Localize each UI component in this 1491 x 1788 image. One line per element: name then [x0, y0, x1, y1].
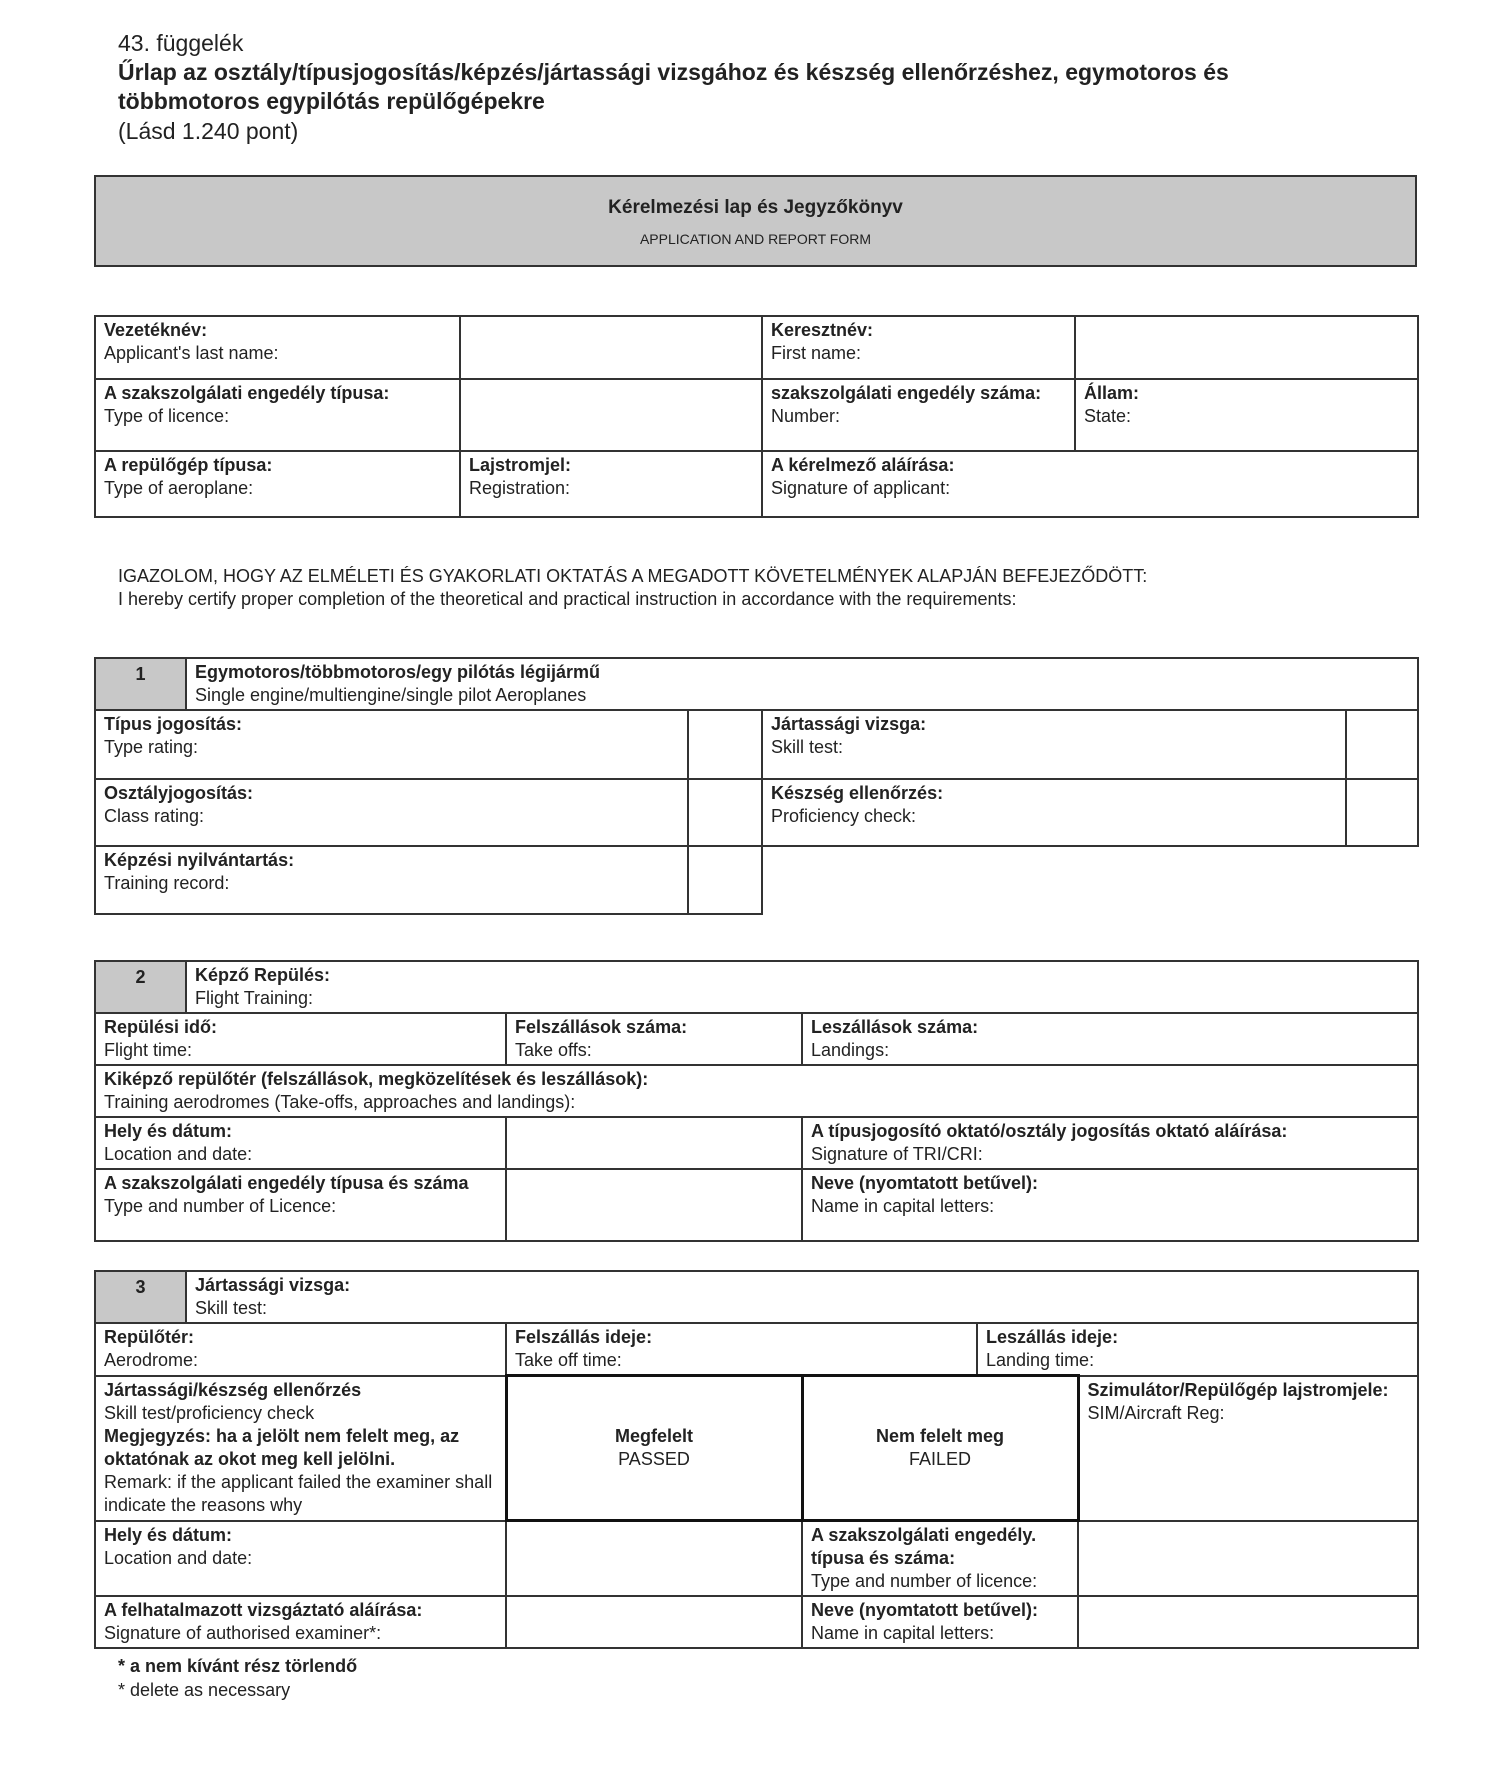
- takeoffs-field[interactable]: Felszállások száma: Take offs:: [506, 1013, 802, 1065]
- licence-field[interactable]: [506, 1169, 802, 1241]
- registration-field[interactable]: Lajstromjel: Registration:: [460, 451, 762, 517]
- passed-option[interactable]: Megfelelt PASSED: [506, 1376, 802, 1521]
- section-1-table: [94, 657, 1419, 915]
- footnote-hu: * a nem kívánt rész törlendő: [118, 1656, 358, 1676]
- exam-location-date-label: Hely és dátum: Location and date:: [95, 1521, 506, 1597]
- proficiency-check-label: Készség ellenőrzés: Proficiency check:: [762, 779, 1346, 846]
- class-rating-checkbox[interactable]: [688, 779, 762, 846]
- examiner-licence-label: A szakszolgálati engedély. típusa és száma: Type and number of licence:: [802, 1521, 1078, 1597]
- banner-title-en: APPLICATION AND REPORT FORM: [639, 231, 872, 247]
- aeroplane-type-field[interactable]: A repülőgép típusa: Type of aeroplane:: [95, 451, 460, 517]
- location-date-field[interactable]: [506, 1117, 802, 1169]
- examiner-name-label: Neve (nyomtatott betűvel): Name in capital letters:: [802, 1596, 1078, 1648]
- certification-statement: [118, 565, 1147, 611]
- aerodrome-field[interactable]: Repülőtér: Aerodrome:: [95, 1323, 506, 1376]
- training-record-label: Képzési nyilvántartás: Training record:: [95, 846, 688, 914]
- form-title: Űrlap az osztály/típusjogosítás/képzés/jártassági vizsgához és készség ellenőrzéshez, egymotoros és többmotoros egypilótás repülőgépekre: [118, 59, 1229, 114]
- skill-test-checkbox[interactable]: [1346, 710, 1418, 779]
- examiner-signature-field[interactable]: [506, 1596, 802, 1648]
- exam-location-date-field[interactable]: [506, 1521, 802, 1597]
- landings-field[interactable]: Leszállások száma: Landings:: [802, 1013, 1418, 1065]
- appendix-number: 43. függelék: [118, 30, 244, 56]
- last-name-label: Vezetéknév: Applicant's last name:: [95, 316, 460, 379]
- empty-cell: [762, 846, 1418, 914]
- section-1-title: Egymotoros/többmotoros/egy pilótás légijármű Single engine/multiengine/single pilot Aeroplanes: [186, 658, 1418, 710]
- type-rating-checkbox[interactable]: [688, 710, 762, 779]
- section-3-title: Jártassági vizsga: Skill test:: [186, 1271, 1418, 1323]
- licence-number-label: szakszolgálati engedély száma: Number:: [762, 379, 1075, 451]
- training-aerodromes-field[interactable]: Kiképző repülőtér (felszállások, megközelítések és leszállások): Training aerodromes (Take-offs, approaches and landings):: [95, 1065, 1418, 1117]
- first-name-label: Keresztnév: First name:: [762, 316, 1075, 379]
- licence-label: A szakszolgálati engedély típusa és száma Type and number of Licence:: [95, 1169, 506, 1241]
- failed-option[interactable]: Nem felelt meg FAILED: [802, 1376, 1078, 1521]
- proficiency-check-checkbox[interactable]: [1346, 779, 1418, 846]
- tri-cri-signature-field[interactable]: A típusjogosító oktató/osztály jogosítás oktató aláírása: Signature of TRI/CRI:: [802, 1117, 1418, 1169]
- first-name-field[interactable]: [1075, 316, 1418, 379]
- certification-en: I hereby certify proper completion of the theoretical and practical instruction in accordance with the requirements:: [118, 589, 1017, 609]
- banner-title-hu: Kérelmezési lap és Jegyzőkönyv: [608, 197, 903, 218]
- section-2-table: [94, 960, 1419, 1242]
- footnote-en: * delete as necessary: [118, 1680, 291, 1700]
- examiner-signature-label: A felhatalmazott vizsgáztató aláírása: Signature of authorised examiner*:: [95, 1596, 506, 1648]
- check-remark-label: Jártassági/készség ellenőrzés Skill test/proficiency check Megjegyzés: ha a jelölt nem felelt meg, az oktatónak az okot meg kell jelölni. Remark: if the applicant failed the examiner shall indicate the reasons why: [95, 1376, 506, 1521]
- flight-time-field[interactable]: Repülési idő: Flight time:: [95, 1013, 506, 1065]
- training-record-checkbox[interactable]: [688, 846, 762, 914]
- takeoff-time-field[interactable]: Felszállás ideje: Take off time:: [506, 1323, 977, 1376]
- licence-type-field[interactable]: [460, 379, 762, 451]
- section-2-title: Képző Repülés: Flight Training:: [186, 961, 1418, 1013]
- applicant-table: [94, 315, 1419, 518]
- section-3-table: [94, 1270, 1419, 1649]
- state-field[interactable]: Állam: State:: [1075, 379, 1418, 451]
- location-date-label: Hely és dátum: Location and date:: [95, 1117, 506, 1169]
- section-2-number: 2: [95, 961, 186, 1013]
- section-1-number: 1: [95, 658, 186, 710]
- class-rating-label: Osztályjogosítás: Class rating:: [95, 779, 688, 846]
- type-rating-label: Típus jogosítás: Type rating:: [95, 710, 688, 779]
- certification-hu: IGAZOLOM, HOGY AZ ELMÉLETI ÉS GYAKORLATI OKTATÁS A MEGADOTT KÖVETELMÉNYEK ALAPJÁN BEFEJEZŐDÖTT:: [118, 566, 1148, 586]
- applicant-signature-field[interactable]: A kérelmező aláírása: Signature of applicant:: [762, 451, 1418, 517]
- skill-test-label: Jártassági vizsga: Skill test:: [762, 710, 1346, 779]
- examiner-name-field[interactable]: [1078, 1596, 1418, 1648]
- landing-time-field[interactable]: Leszállás ideje: Landing time:: [977, 1323, 1418, 1376]
- form-banner: [94, 175, 1417, 267]
- reference-note: (Lásd 1.240 pont): [118, 118, 299, 144]
- instructor-name-field[interactable]: Neve (nyomtatott betűvel): Name in capital letters:: [802, 1169, 1418, 1241]
- licence-type-label: A szakszolgálati engedély típusa: Type of licence:: [95, 379, 460, 451]
- sim-aircraft-reg-field[interactable]: Szimulátor/Repülőgép lajstromjele: SIM/Aircraft Reg:: [1078, 1376, 1418, 1521]
- footnote: [118, 1654, 357, 1702]
- section-3-number: 3: [95, 1271, 186, 1323]
- examiner-licence-field[interactable]: [1078, 1521, 1418, 1597]
- last-name-field[interactable]: [460, 316, 762, 379]
